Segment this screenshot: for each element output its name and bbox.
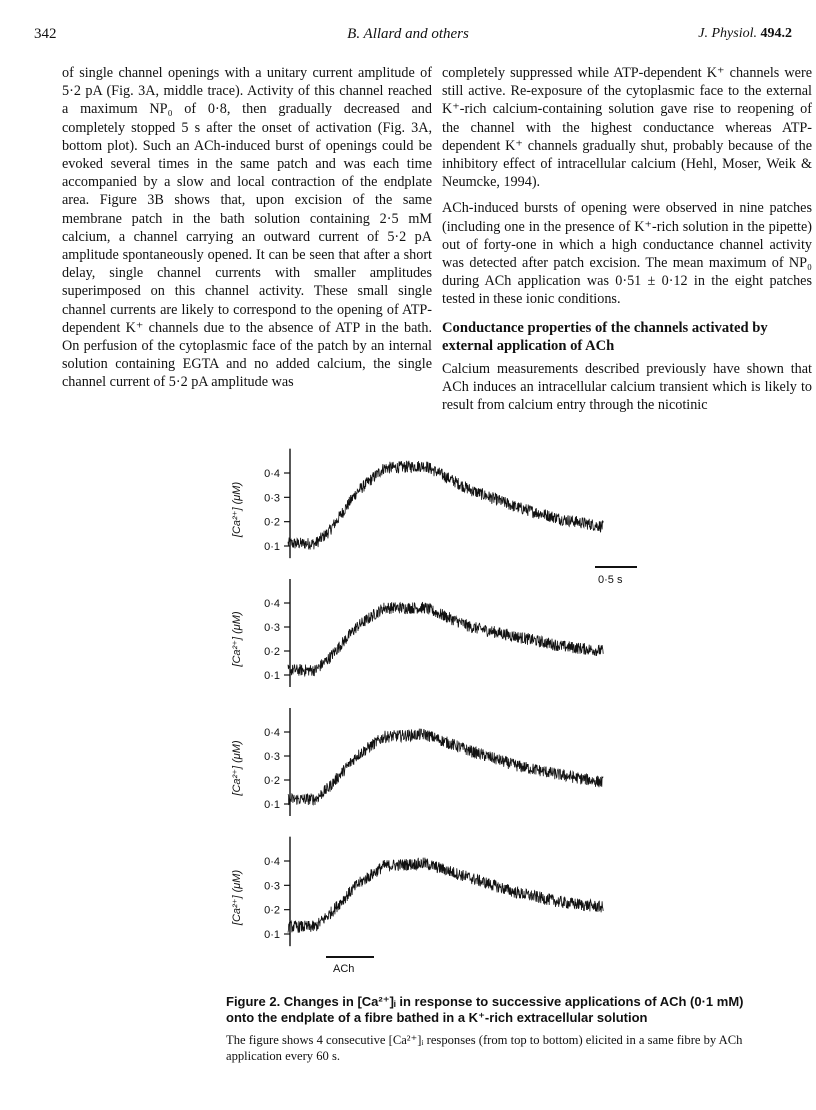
- y-tick-label: 0·4: [264, 598, 280, 610]
- page-header: [0, 26, 816, 46]
- body-paragraph: completely suppressed while ATP-dependent K⁺ channels were still active. Re-exposure of the cytoplasmic face to the external K⁺-rich calcium-containing solution gave rise to reopening of the channel with the highest conductance whereas ATP-dependent K⁺ channels gradually shut, probably because of the inhibitory effect of intracellular calcium (Hehl, Moser, Weik & Neumcke, 1994).: [442, 65, 812, 191]
- figure-caption: [226, 994, 756, 1064]
- y-tick-label: 0·3: [264, 751, 280, 763]
- y-tick-label: 0·1: [264, 799, 280, 811]
- journal-volume: 494.2: [760, 26, 792, 41]
- caption-title: Figure 2. Changes in [Ca²⁺]ᵢ in response to successive applications of ACh (0·1 mM) onto the endplate of a fibre bathed in a K⁺-rich extracellular solution: [226, 994, 744, 1025]
- y-tick-label: 0·1: [264, 670, 280, 682]
- y-tick-label: 0·4: [264, 727, 280, 739]
- journal-name: J. Physiol.: [698, 26, 757, 41]
- y-tick-label: 0·1: [264, 929, 280, 941]
- y-tick-label: 0·4: [264, 468, 280, 480]
- running-head-authors: B. Allard and others: [347, 26, 469, 42]
- y-tick-label: 0·3: [264, 622, 280, 634]
- y-axis-label: [Ca²⁺] (μM): [231, 740, 243, 796]
- ach-label: ACh: [333, 963, 355, 975]
- page-number: 342: [34, 26, 57, 42]
- y-axis-label: [Ca²⁺] (μM): [231, 611, 243, 667]
- left-column: [62, 64, 432, 392]
- figure-2-calcium-traces: [0, 420, 816, 980]
- calcium-trace-panel-4: [288, 858, 603, 933]
- y-axis-label: [Ca²⁺] (μM): [231, 481, 243, 538]
- y-tick-label: 0·1: [264, 541, 280, 553]
- body-paragraph: of single channel openings with a unitary current amplitude of 5·2 pA (Fig. 3A, middle trace). Activity of this channel reached a maximum NP₀ of 0·8, then gradually decreased and completely stopped 5 s after the onset of activation (Fig. 3A, bottom plot). Such an ACh-induced burst of openings could be evoked several times in the same patch and was each time accompanied by a slow and local contraction of the endplate area. Figure 3B shows that, upon excision of the same membrane patch in the bath solution containing 2·5 mM calcium, a channel carrying an outward current of 5·2 pA amplitude spontaneously opened. It can be seen that after a short delay, single channel currents with smaller amplitudes superimposed on this channel activity. These small single channel currents are likely to correspond to the opening of ATP-dependent K⁺ channels due to the absence of ATP in the bath. On perfusion of the cytoplasmic face of the patch by an internal solution containing EGTA and no added calcium, the single channel current of 5·2 pA amplitude was: [62, 65, 432, 391]
- y-tick-label: 0·4: [264, 856, 280, 868]
- caption-body: The figure shows 4 consecutive [Ca²⁺]ᵢ responses (from top to bottom) elicited in a same fibre by ACh application every 60 s.: [226, 1033, 743, 1063]
- body-paragraph: Calcium measurements described previously have shown that ACh induces an intracellular calcium transient which is likely to result from calcium entry through the nicotinic: [442, 360, 812, 414]
- y-tick-label: 0·2: [264, 775, 280, 787]
- calcium-trace-panel-1: [288, 461, 603, 550]
- y-tick-label: 0·2: [264, 646, 280, 658]
- calcium-trace-panel-3: [288, 729, 603, 805]
- time-scale-bar-label: 0·5 s: [598, 574, 623, 586]
- y-tick-label: 0·3: [264, 492, 280, 505]
- journal-citation: [698, 26, 792, 42]
- y-tick-label: 0·2: [264, 904, 280, 917]
- y-tick-label: 0·3: [264, 880, 280, 893]
- y-tick-label: 0·2: [264, 516, 280, 529]
- right-column: [442, 64, 812, 414]
- y-axis-label: [Ca²⁺] (μM): [231, 869, 243, 926]
- calcium-trace-panel-2: [288, 602, 603, 676]
- body-paragraph: ACh-induced bursts of opening were observed in nine patches (including one in the presence of K⁺-rich solution in the pipette) out of forty-one in which a high conductance channel activity was detected after patch excision. The mean maximum of NP₀ during ACh application was 0·51 ± 0·12 in the eight patches tested in these ionic conditions.: [442, 200, 812, 308]
- section-heading: Conductance properties of the channels activated by external application of ACh: [442, 319, 768, 355]
